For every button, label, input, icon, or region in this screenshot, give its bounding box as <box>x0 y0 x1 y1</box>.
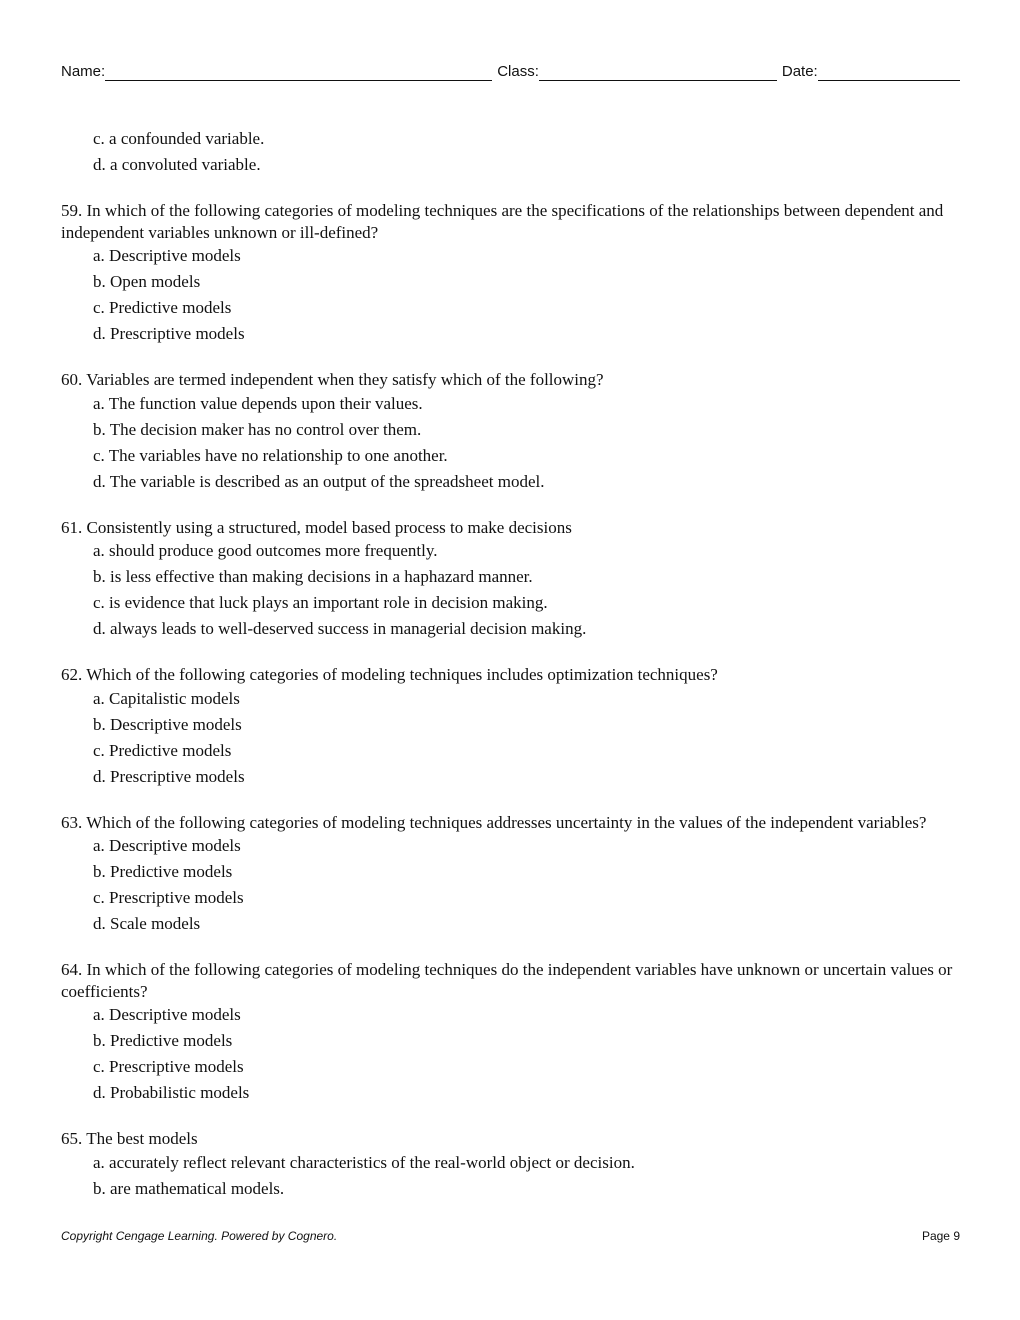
date-field-line <box>818 61 960 81</box>
question-63 <box>61 812 960 940</box>
answer-choice: a. Capitalistic models <box>93 688 240 708</box>
question-60 <box>61 369 960 497</box>
answer-choice: b. Descriptive models <box>93 714 242 734</box>
answer-choice: c. is evidence that luck plays an important role in decision making. <box>93 593 548 612</box>
answer-choice: a. should produce good outcomes more frequently. <box>93 541 438 560</box>
header-fields <box>61 58 960 82</box>
answer-choice: c. Predictive models <box>93 298 232 317</box>
question-62 <box>61 664 960 792</box>
answer-choice: d. Prescriptive models <box>93 324 245 343</box>
question-list <box>61 128 960 1224</box>
copyright-notice: Copyright Cengage Learning. Powered by Cognero. <box>61 1229 338 1243</box>
answer-choice: c. Prescriptive models <box>93 888 244 907</box>
question-text: 65. The best models <box>61 1129 198 1148</box>
answer-choice: b. The decision maker has no control over them. <box>93 419 422 439</box>
question-text: 61. Consistently using a structured, model based process to make decisions <box>61 517 572 537</box>
answer-choice: c. Prescriptive models <box>93 1057 244 1076</box>
answer-choice: a. Descriptive models <box>93 246 241 265</box>
question-text: 59. In which of the following categories of modeling techniques are the specifications of the relationships between dependent and independent variables unknown or ill-defined? <box>61 201 944 242</box>
answer-choice: b. Predictive models <box>93 862 233 881</box>
question-text: 63. Which of the following categories of modeling techniques addresses uncertainty in the values of the independent variables? <box>61 812 927 832</box>
answer-choice: b. is less effective than making decisions in a haphazard manner. <box>93 567 533 586</box>
answer-choice: a. accurately reflect relevant characteristics of the real-world object or decision. <box>93 1152 635 1172</box>
question-64 <box>61 959 960 1108</box>
date-label: Date: <box>781 63 818 80</box>
answer-choice: b. Predictive models <box>93 1031 233 1050</box>
class-field-line <box>539 61 777 81</box>
answer-choice: c. Predictive models <box>93 740 232 760</box>
answer-choice: d. a convoluted variable. <box>93 155 261 174</box>
question-61 <box>61 517 960 645</box>
question-text: 60. Variables are termed independent when they satisfy which of the following? <box>61 370 604 389</box>
page-number: Page 9 <box>921 1229 960 1243</box>
answer-choice: a. The function value depends upon their values. <box>93 393 423 413</box>
answer-choice: d. Probabilistic models <box>93 1083 250 1102</box>
name-label: Name: <box>61 63 106 80</box>
answer-choice: c. The variables have no relationship to one another. <box>93 445 448 465</box>
answer-choice: a. Descriptive models <box>93 1005 241 1024</box>
answer-choice: d. The variable is described as an output of the spreadsheet model. <box>93 471 545 491</box>
name-field-line <box>105 61 492 81</box>
answer-choice: d. always leads to well-deserved success in managerial decision making. <box>93 619 587 638</box>
answer-choice: c. a confounded variable. <box>93 129 265 148</box>
answer-choice: d. Prescriptive models <box>93 766 245 786</box>
question-59 <box>61 200 960 349</box>
question-text: 64. In which of the following categories of modeling techniques do the independent variables have unknown or uncertain values or coefficients? <box>61 960 953 1001</box>
answer-choice: b. Open models <box>93 272 201 291</box>
answer-choice: b. are mathematical models. <box>93 1178 285 1198</box>
question-65 <box>61 1128 960 1204</box>
answer-choice: a. Descriptive models <box>93 836 241 855</box>
class-label: Class: <box>497 63 539 80</box>
question-text: 62. Which of the following categories of modeling techniques includes optimization techniques? <box>61 665 718 684</box>
question-58-continued <box>61 128 960 180</box>
answer-choice: d. Scale models <box>93 914 201 933</box>
